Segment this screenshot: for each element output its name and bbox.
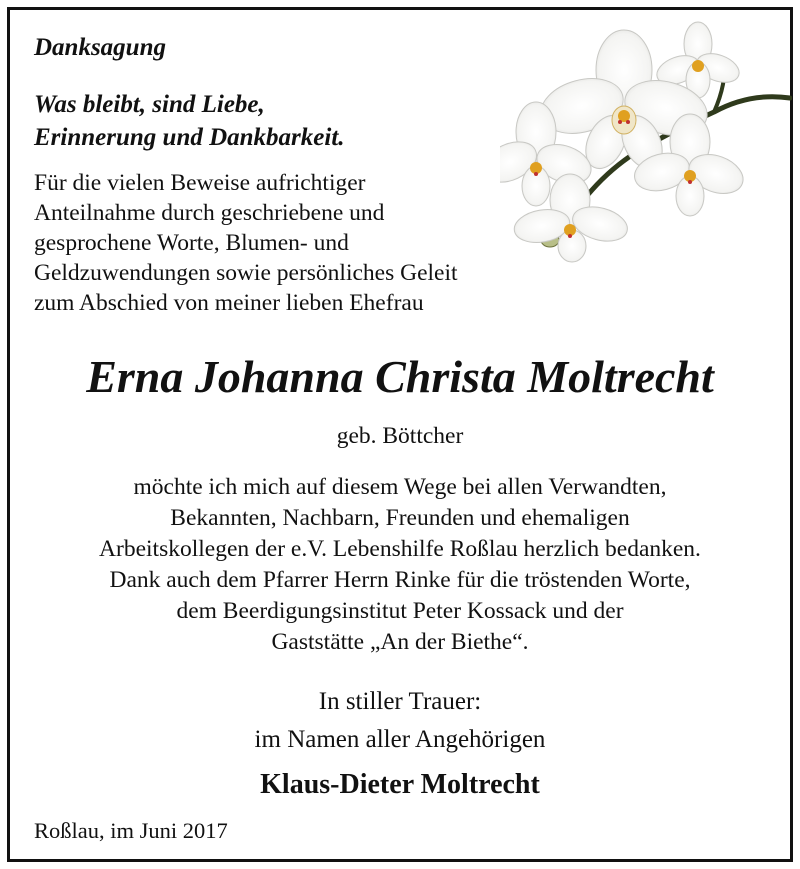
thanks-line: Arbeitskollegen der e.V. Lebenshilfe Roßlau herzlich bedanken. xyxy=(99,536,701,562)
mourning-line: In stiller Trauer: xyxy=(318,688,482,715)
deceased-name: Erna Johanna Christa Moltrecht xyxy=(86,351,714,402)
place-date: Roßlau, im Juni 2017 xyxy=(34,818,228,843)
mourning-line: im Namen aller Angehörigen xyxy=(254,726,546,753)
signer-name: Klaus-Dieter Moltrecht xyxy=(260,769,540,800)
intro-text xyxy=(34,168,458,318)
intro-line: Geldzuwendungen sowie persönliches Geleit xyxy=(34,260,458,286)
thanks-line: Gaststätte „An der Biethe“. xyxy=(271,629,529,655)
thanks-line: möchte ich mich auf diesem Wege bei allen Verwandten, xyxy=(133,474,667,500)
thanks-line: dem Beerdigungsinstitut Peter Kossack und der xyxy=(176,598,624,624)
intro-line: Für die vielen Beweise aufrichtiger xyxy=(34,170,366,196)
intro-line: gesprochene Worte, Blumen- und xyxy=(34,230,349,256)
motto xyxy=(34,88,345,154)
motto-line: Was bleibt, sind Liebe, xyxy=(34,91,265,118)
thanks-line: Bekannten, Nachbarn, Freunden und ehemaligen xyxy=(170,505,630,531)
intro-line: Anteilnahme durch geschriebene und xyxy=(34,200,385,226)
thanks-line: Dank auch dem Pfarrer Herrn Rinke für die tröstenden Worte, xyxy=(109,567,691,593)
thanks-text xyxy=(0,472,800,658)
orchid-image xyxy=(500,14,792,264)
maiden-name: geb. Böttcher xyxy=(336,423,464,449)
motto-line: Erinnerung und Dankbarkeit. xyxy=(34,124,345,151)
intro-line: zum Abschied von meiner lieben Ehefrau xyxy=(34,290,424,316)
mourning-text xyxy=(0,683,800,759)
notice-heading: Danksagung xyxy=(34,34,166,61)
